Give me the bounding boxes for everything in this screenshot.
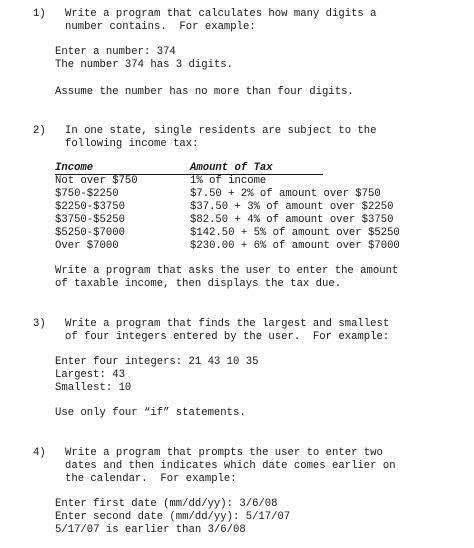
- problem-3-note: Use only four “if” statements.: [55, 407, 246, 419]
- tax-table-row-4-income: $3750-$5250: [55, 214, 125, 226]
- tax-table-row-1-income: Not over $750: [55, 175, 138, 187]
- problem-3-example-line-1: Enter four integers: 21 43 10 35: [55, 356, 259, 368]
- problem-1-example-line-2: The number 374 has 3 digits.: [55, 59, 234, 71]
- tax-table-row-2-income: $750-$2250: [55, 188, 119, 200]
- problem-3-example-line-3: Smallest: 10: [55, 382, 132, 394]
- problem-1-question-line-2: number contains. For example:: [65, 21, 256, 33]
- problem-1-note: Assume the number has no more than four digits.: [55, 86, 354, 98]
- tax-table-row-4-tax: $82.50 + 4% of amount over $3750: [190, 214, 394, 226]
- problem-3-number: 3): [33, 318, 46, 330]
- problem-4-example-line-1: Enter first date (mm/dd/yy): 3/6/08: [55, 498, 278, 510]
- problem-4-question-line-2: dates and then indicates which date comes earlier on: [65, 460, 396, 472]
- tax-table-row-6-income: Over $7000: [55, 240, 119, 252]
- problem-4-question-line-1: Write a program that prompts the user to enter two: [65, 447, 383, 459]
- problem-2-question-line-1: In one state, single residents are subject to the: [65, 125, 377, 137]
- problem-2-note-line-2: of taxable income, then displays the tax due.: [55, 278, 342, 290]
- problem-3-question-line-2: of four integers entered by the user. For example:: [65, 331, 390, 343]
- tax-table-header-amount: Amount of Tax: [190, 162, 273, 174]
- tax-table-row-5-income: $5250-$7000: [55, 227, 125, 239]
- tax-table-header-income: Income: [55, 162, 94, 174]
- problem-4-question-line-3: the calendar. For example:: [65, 473, 237, 485]
- problem-3-example-line-2: Largest: 43: [55, 369, 125, 381]
- tax-table-row-1-tax: 1% of income: [190, 175, 267, 187]
- tax-table-row-6-tax: $230.00 + 6% of amount over $7000: [190, 240, 400, 252]
- problem-2-number: 2): [33, 125, 46, 137]
- problem-3-question-line-1: Write a program that finds the largest and smallest: [65, 318, 390, 330]
- problem-4-example-line-2: Enter second date (mm/dd/yy): 5/17/07: [55, 511, 291, 523]
- problem-2-note-line-1: Write a program that asks the user to enter the amount: [55, 265, 399, 277]
- problem-4-example-line-3: 5/17/07 is earlier than 3/6/08: [55, 524, 246, 536]
- problem-1-question-line-1: Write a program that calculates how many digits a: [65, 8, 377, 20]
- tax-table-row-2-tax: $7.50 + 2% of amount over $750: [190, 188, 381, 200]
- problem-2-question-line-2: following income tax:: [65, 138, 199, 150]
- problem-1-number: 1): [33, 8, 46, 20]
- tax-table-row-3-income: $2250-$3750: [55, 201, 125, 213]
- problem-4-number: 4): [33, 447, 46, 459]
- tax-table-row-3-tax: $37.50 + 3% of amount over $2250: [190, 201, 394, 213]
- tax-table-row-5-tax: $142.50 + 5% of amount over $5250: [190, 227, 400, 239]
- problem-1-example-line-1: Enter a number: 374: [55, 46, 176, 58]
